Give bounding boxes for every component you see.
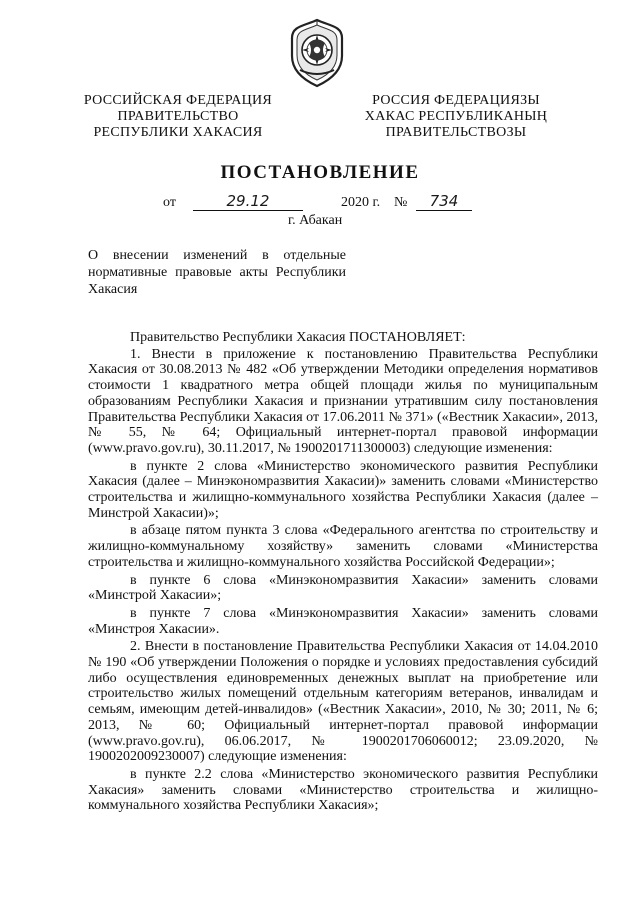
document-body [88,330,598,816]
body-paragraph-2: в пункте 2 слова «Министерство экономического развития Республики Хакасия (далее – Минэкономразвития Хакасии)» заменить словами «Министерство строительства и жилищно-коммунального хозяйства Республики Хакасия (далее – Минстрой Хакасии)»; [88,458,598,521]
number-label: № [394,195,408,210]
body-paragraph-3: в абзаце пятом пункта 3 слова «Федерального агентства по строительству и жилищно-коммунальному хозяйству» заменить словами «Министерства строительства и жилищно-коммунального хозяйства Российской Федерации»; [88,523,598,570]
handwritten-date: 29.12 [193,192,303,211]
header-right-block [356,93,556,141]
subject-line-2: нормативные правовые акты Республики [88,265,346,280]
subject-line-3: Хакасия [88,282,138,297]
header-right-line-3: ПРАВИТЕЛЬСТВОЗЫ [385,125,527,140]
header-right-line-1: РОССИЯ ФЕДЕРАЦИЯЗЫ [372,93,540,108]
date-year: 2020 г. [341,195,381,210]
body-paragraph-6: 2. Внести в постановление Правительства Республики Хакасия от 14.04.2010 № 190 «Об утверждении Положения о порядке и условиях предоставления субсидий либо осуществления единовременных денежных выплат на приобретение или строительство жилых помещений отдельным категориям ветеранов, инвалидам и семьям, имеющим детей-инвалидов» («Вестник Хакасии», 2010, № 30; 2011, № 6; 2013, № 60; Официальный интернет-портал правовой информации (www.pravo.gov.ru), 06.06.2017, № 1900201706060012; 23.09.2020, № 1900202009230007) следующие изменения: [88,639,598,765]
header-left-line-2: ПРАВИТЕЛЬСТВО [117,109,239,124]
header-left-line-3: РЕСПУБЛИКИ ХАКАСИЯ [93,125,263,140]
body-paragraph-4: в пункте 6 слова «Минэкономразвития Хакасии» заменить словами «Минстрой Хакасии»; [88,572,598,604]
document-title: ПОСТАНОВЛЕНИЕ [220,162,420,183]
body-paragraph-5: в пункте 7 слова «Минэкономразвития Хакасии» заменить словами «Минстроя Хакасии». [88,605,598,637]
body-paragraph-7: в пункте 2.2 слова «Министерство экономического развития Республики Хакасия» заменить словами «Министерство строительства и жилищно-коммунального хозяйства Республики Хакасия»; [88,766,598,814]
handwritten-number: 734 [416,192,472,211]
date-prefix: от [163,195,176,210]
city-label: г. Абакан [288,213,343,228]
body-paragraph-intro: Правительство Республики Хакасия ПОСТАНОВЛЯЕТ: [130,330,466,345]
subject-line-1: О внесении изменений в отдельные [88,248,346,263]
header-right-line-2: ХАКАС РЕСПУБЛИКАНЫҢ [364,109,548,124]
coat-of-arms-emblem [286,18,348,88]
body-paragraph-1: 1. Внести в приложение к постановлению Правительства Республики Хакасия от 30.08.2013 № 482 «Об утверждении Методики определения нормативов стоимости 1 квадратного метра общей площади жилья по муниципальным образованиям Республики Хакасия и признании утратившим силу постановления Правительства Республики Хакасия от 17.06.2011 № 371» («Вестник Хакасии», 2013, № 55, № 64; Официальный интернет-портал правовой информации (www.pravo.gov.ru), 30.11.2017, № 1900201711300003) следующие изменения: [88,346,598,456]
subject-block [88,247,346,298]
header-left-line-1: РОССИЙСКАЯ ФЕДЕРАЦИЯ [83,93,273,108]
header-left-block [78,93,278,141]
